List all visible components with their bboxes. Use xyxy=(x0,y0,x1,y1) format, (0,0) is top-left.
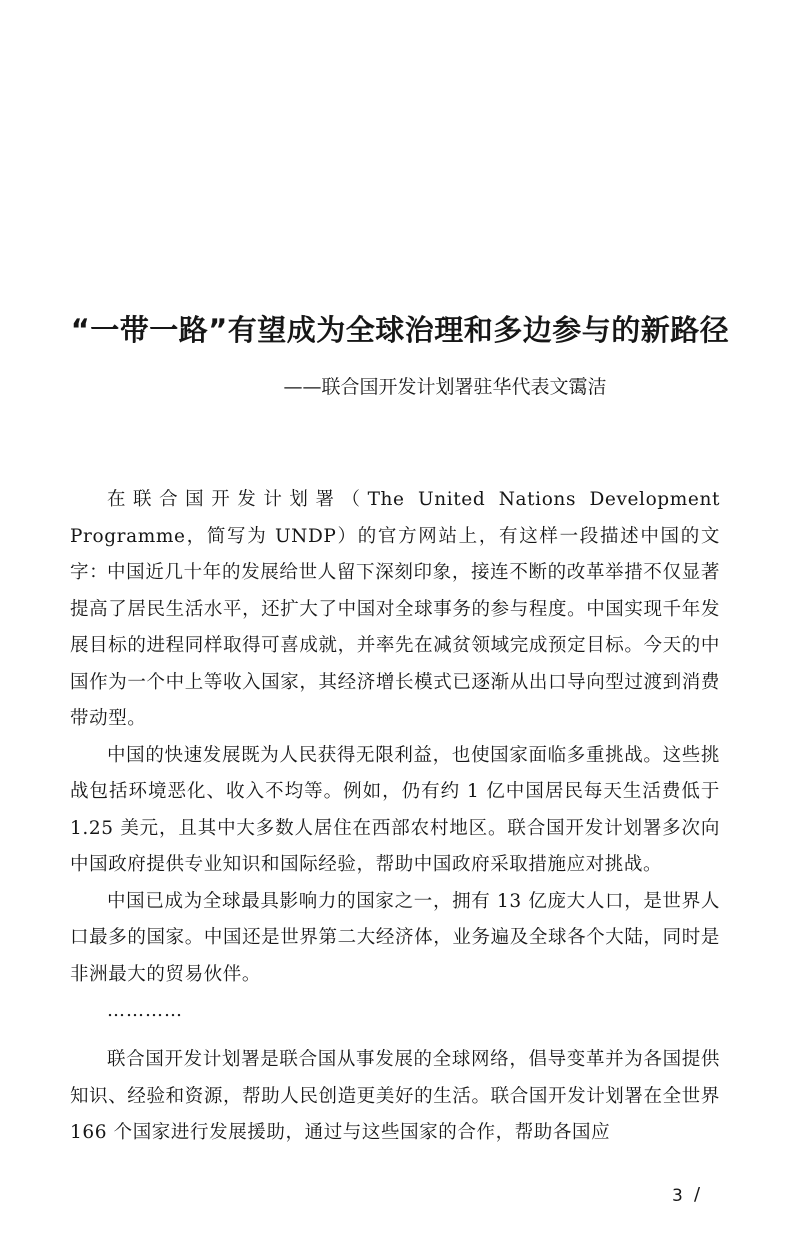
closing-block xyxy=(70,1042,720,1152)
ellipsis: ………… xyxy=(107,1000,183,1021)
intro-paragraph: 在联合国开发计划署（The United Nations Development Programme，简写为 UNDP）的官方网站上，有这样一段描述中国的文字： xyxy=(70,489,720,583)
article-subtitle: ——联合国开发计划署驻华代表文霭洁 xyxy=(283,376,607,398)
page-number-mark: / xyxy=(694,1184,701,1205)
quote-paragraph-1: 中国近几十年的发展给世人留下深刻印象，接连不断的改革举措不仅显著提高了居民生活水平，还扩大了中国对全球事务的参与程度。中国实现千年发展目标的进程同样取得可喜成就，并率先在减贫领域完成预定目标。今天的中国作为一个中上等收入国家，其经济增长模式已逐渐从出口导向型过渡到消费带动型。 xyxy=(70,562,720,729)
closing-paragraph: 联合国开发计划署是联合国从事发展的全球网络，倡导变革并为各国提供知识、经验和资源，帮助人民创造更美好的生活。联合国开发计划署在全世界 166 个国家进行发展援助，通过与这些国家的合作，帮助各国应 xyxy=(70,1049,720,1143)
page-number: 3 xyxy=(672,1186,683,1206)
quote-paragraph-3: 中国已成为全球最具影响力的国家之一，拥有 13 亿庞大人口，是世界人口最多的国家。中国还是世界第二大经济体，业务遍及全球各个大陆，同时是非洲最大的贸易伙伴。 xyxy=(70,890,720,985)
article-title: “一带一路”有望成为全球治理和多边参与的新路径 xyxy=(70,313,730,347)
quote-paragraph-2: 中国的快速发展既为人民获得无限利益，也使国家面临多重挑战。这些挑战包括环境恶化、收入不均等。例如，仍有约 1 亿中国居民每天生活费低于 1.25 美元，且其中大多数人居住在西部农村地区。联合国开发计划署多次向中国政府提供专业知识和国际经验，帮助中国政府采取措施应对挑战。 xyxy=(70,744,720,875)
quote-block xyxy=(70,555,720,1030)
